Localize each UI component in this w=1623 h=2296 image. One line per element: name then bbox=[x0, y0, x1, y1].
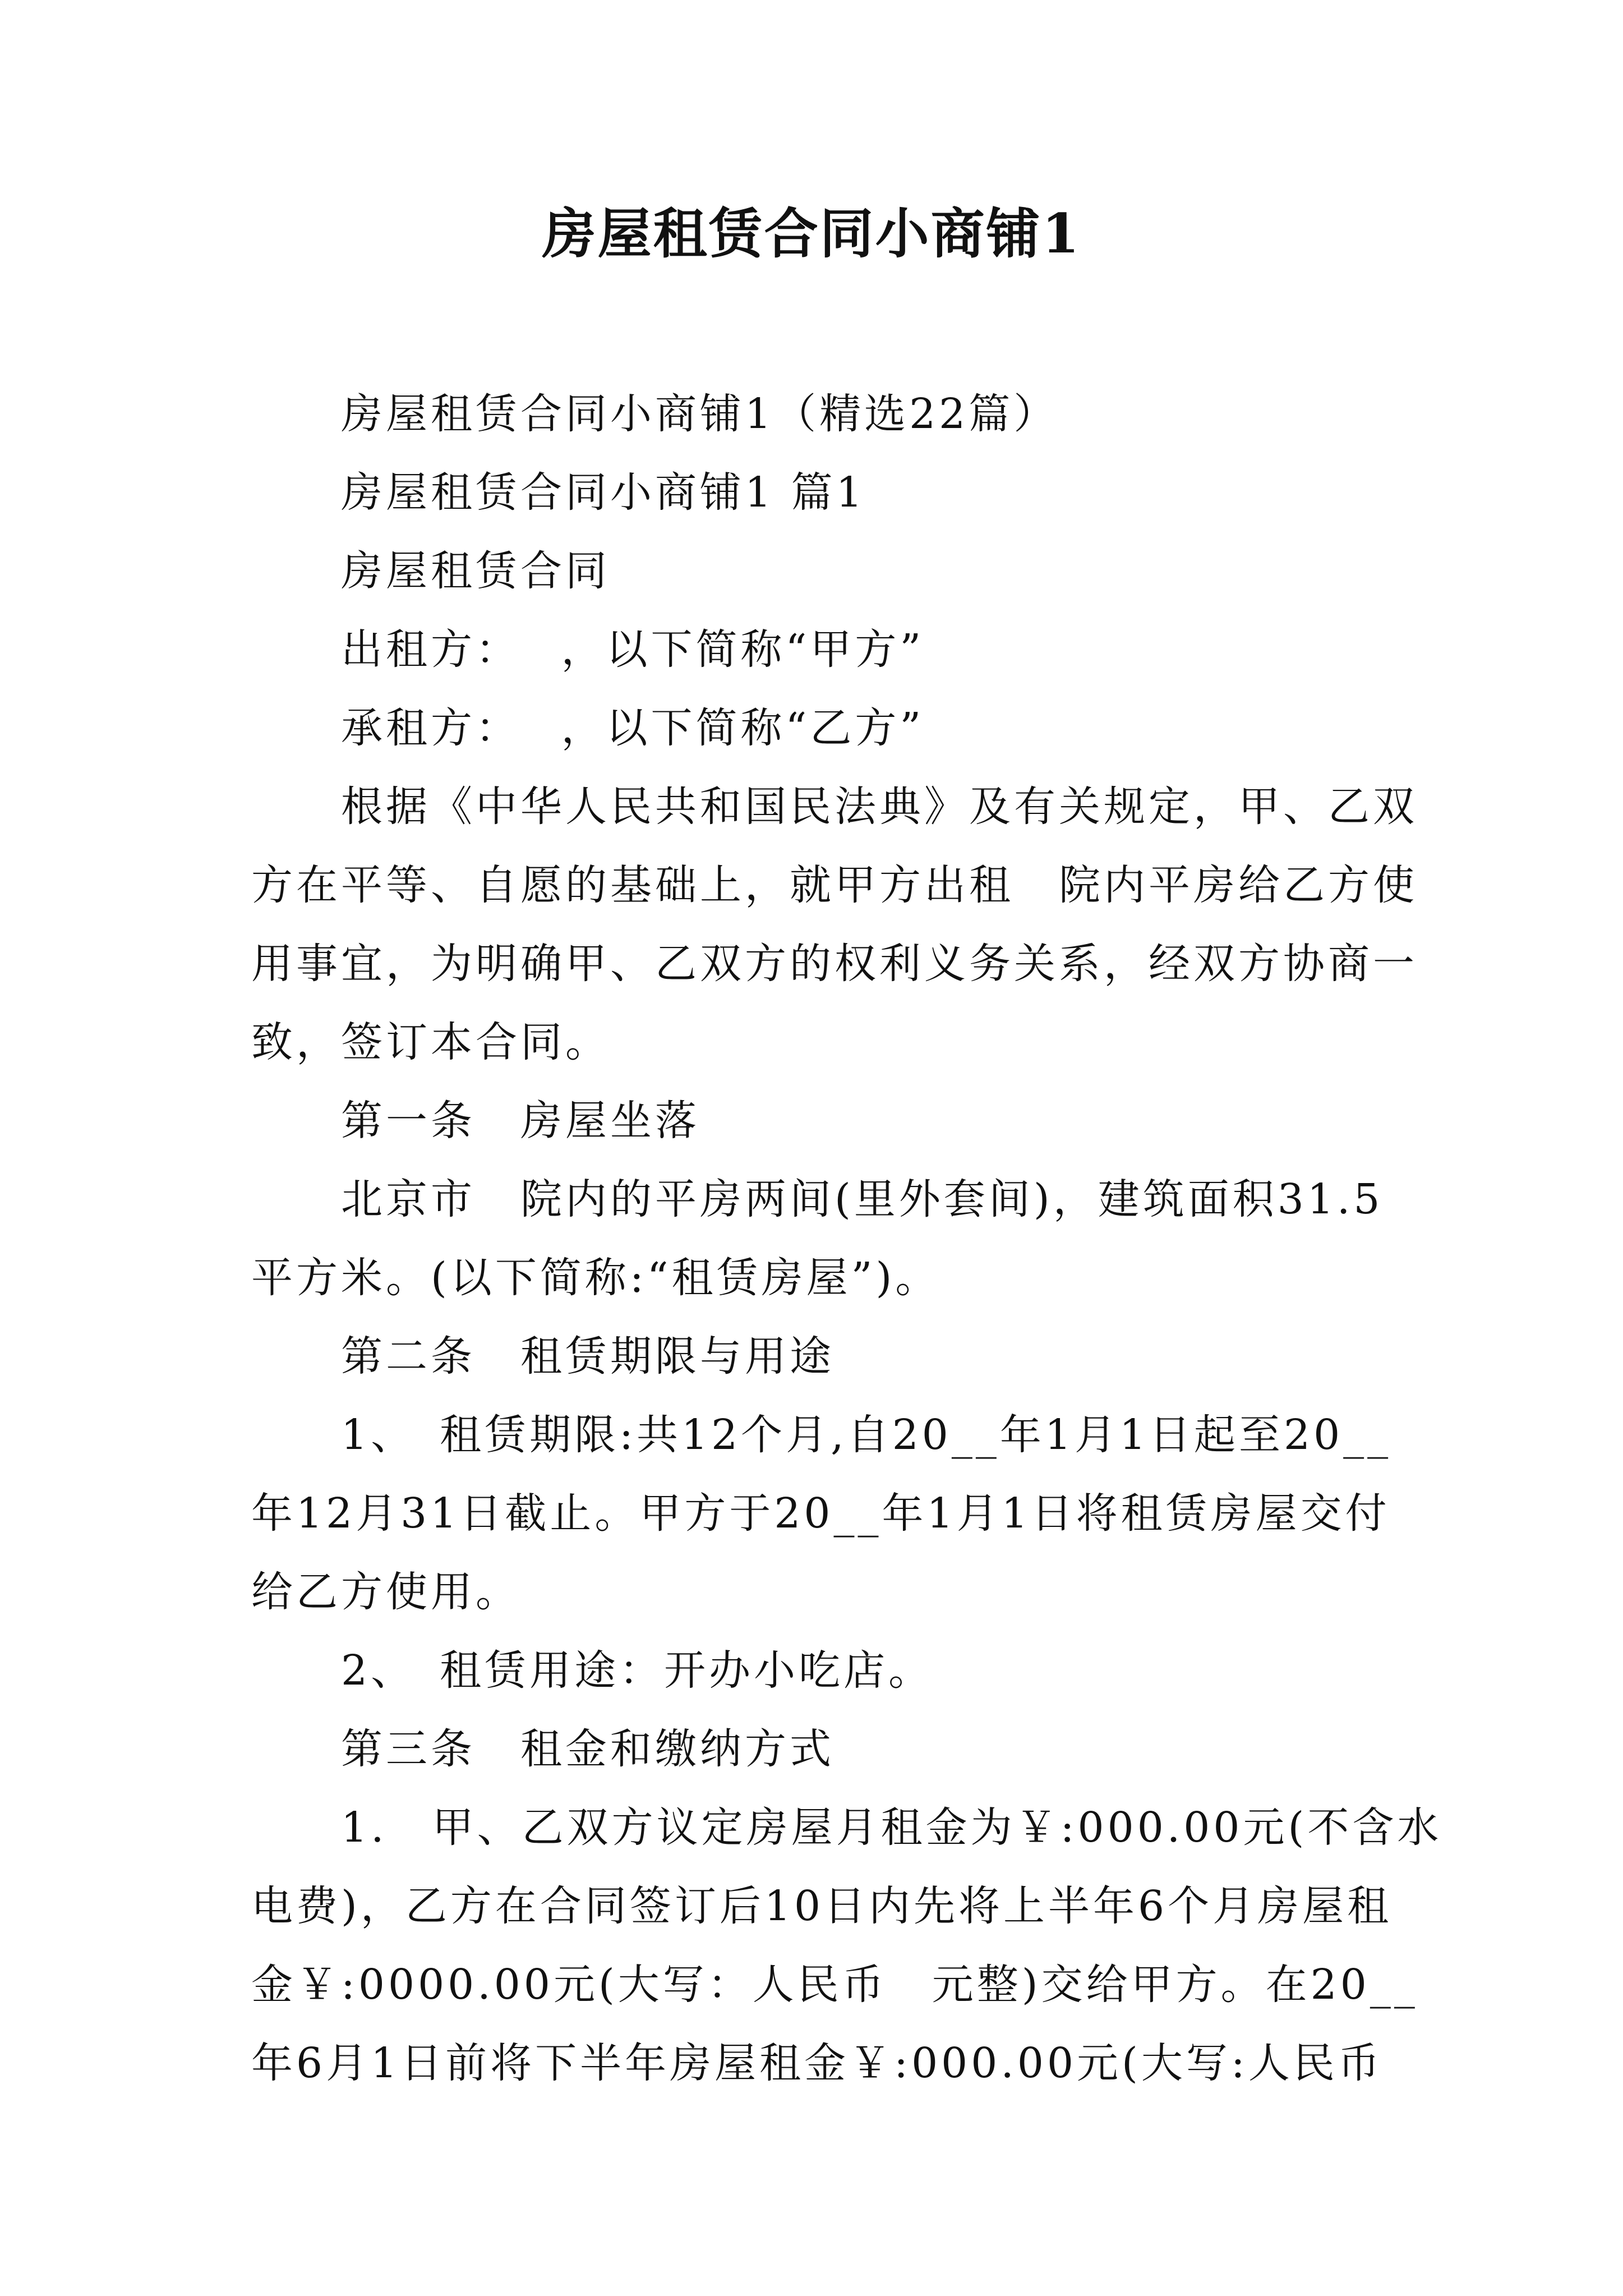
paragraph-line: 致，签订本合同。 bbox=[251, 1018, 610, 1066]
paragraph-line: 给乙方使用。 bbox=[251, 1568, 520, 1616]
paragraph-line: 第一条 房屋坐落 bbox=[341, 1097, 700, 1145]
document-title: 房屋租赁合同小商铺1 bbox=[542, 202, 1081, 265]
paragraph-line: 出租方： ，以下简称“甲方” bbox=[341, 625, 925, 674]
paragraph-line: 金￥:0000.00元(大写：人民币 元整)交给甲方。在20__ bbox=[251, 1961, 1418, 2009]
paragraph-line: 电费)，乙方在合同签订后10日内先将上半年6个月房屋租 bbox=[251, 1882, 1393, 1930]
paragraph-line: 承租方： ，以下简称“乙方” bbox=[341, 704, 925, 752]
paragraph-line: 年12月31日截止。甲方于20__年1月1日将租赁房屋交付 bbox=[251, 1489, 1390, 1538]
paragraph-line: 方在平等、自愿的基础上，就甲方出租 院内平房给乙方使 bbox=[251, 861, 1418, 909]
document-body bbox=[251, 375, 1442, 2102]
paragraph-line: 1. 甲、乙双方议定房屋月租金为￥:000.00元(不含水 bbox=[341, 1803, 1442, 1852]
paragraph-line: 房屋租赁合同小商铺1（精选22篇） bbox=[341, 390, 1059, 438]
paragraph-line: 房屋租赁合同 bbox=[341, 547, 610, 595]
paragraph-line: 用事宜，为明确甲、乙双方的权利义务关系，经双方协商一 bbox=[251, 940, 1418, 988]
paragraph-line: 第二条 租赁期限与用途 bbox=[341, 1332, 834, 1381]
paragraph-line: 年6月1日前将下半年房屋租金￥:000.00元(大写:人民币 bbox=[251, 2039, 1383, 2087]
paragraph-line: 2、 租赁用途：开办小吃店。 bbox=[341, 1646, 934, 1695]
paragraph-line: 1、 租赁期限:共12个月,自20__年1月1日起至20__ bbox=[341, 1411, 1392, 1459]
paragraph-line: 房屋租赁合同小商铺1 篇1 bbox=[341, 468, 866, 517]
paragraph-line: 平方米。(以下简称:“租赁房屋”)。 bbox=[251, 1254, 940, 1302]
paragraph-line: 根据《中华人民共和国民法典》及有关规定，甲、乙双 bbox=[341, 783, 1418, 831]
paragraph-line: 北京市 院内的平房两间(里外套间)，建筑面积31.5 bbox=[341, 1175, 1384, 1223]
paragraph-line: 第三条 租金和缴纳方式 bbox=[341, 1725, 834, 1773]
